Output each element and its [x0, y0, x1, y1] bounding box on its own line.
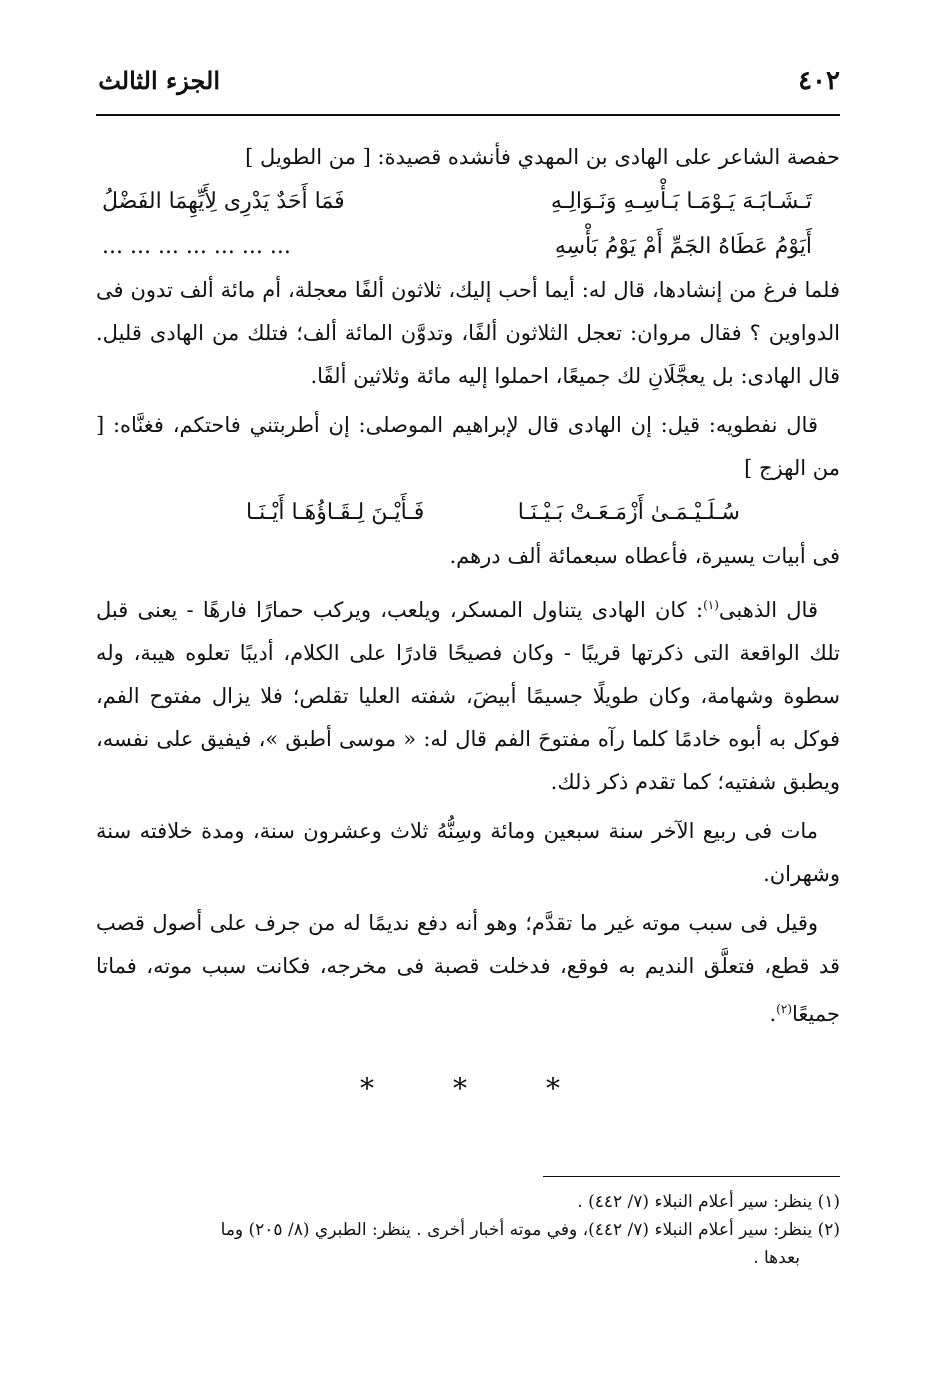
paragraph: فى أبيات يسيرة، فأعطاه سبعمائة ألف درهم.: [449, 544, 840, 568]
main-text: [96, 136, 840, 1036]
footnote-continuation: بعدها .: [753, 1248, 800, 1268]
verse-hemistich-right: أَيَوْمُ عَطَاهُ الجَمِّ أَمْ يَوْمُ بَأْسِهِ: [554, 234, 812, 259]
paragraph-intro: حفصة الشاعر على الهادى بن المهدي فأنشده قصيدة: [ من الطويل ]: [245, 145, 840, 169]
footnote-rule: [543, 1176, 840, 1177]
section-separator: [360, 1072, 560, 1105]
separator-star: *: [360, 1072, 374, 1105]
header-rule: [96, 114, 840, 116]
page-number: ٤٠٢: [798, 66, 840, 96]
verse-line: [96, 179, 840, 224]
verse-line: [96, 490, 840, 535]
separator-star: *: [546, 1072, 560, 1105]
footnotes: [96, 1188, 840, 1272]
paragraph-text: وقيل فى سبب موته غير ما تقدَّم؛ وهو أنه دفع نديمًا له من جرف على أصول قصب قد قطع، فتعلَّق النديم به فوقع، فدخلت قصبة فى مخرجه، فكانت سبب موته، فماتا جميعًا: [96, 911, 840, 1026]
verse-hemistich-right: سُـلَـيْـمَـىٰ أَزْمَـعَـتْ بَـيْـنَـا: [517, 500, 740, 525]
footnote-ref: (٢): [776, 1002, 792, 1016]
footnote: (١) ينظر: سير أعلام النبلاء (٧/ ٤٤٢) .: [577, 1192, 840, 1212]
paragraph-text: .: [769, 1002, 777, 1026]
verse-hemistich-right: تَـشَـابَـهَ يَـوْمَـا بَـأْسِـهِ وَنَـوَالِـهِ: [550, 189, 812, 214]
verse-hemistich-left: ... ... ... ... ... ... ...: [102, 234, 291, 259]
verse-hemistich-left: فَمَا أَحَدٌ يَدْرِى لِأَيِّهِمَا الفَضْلُ: [102, 189, 345, 214]
separator-star: *: [453, 1072, 467, 1105]
paragraph: مات فى ربيع الآخر سنة سبعين ومائة وسِنُّهُ ثلاث وعشرون سنة، ومدة خلافته سنة وشهران.: [96, 819, 840, 886]
paragraph: [96, 902, 840, 1036]
verse-hemistich-left: فَـأَيْـنَ لِـقَـاؤُهَـا أَيْـنَـا: [246, 500, 425, 525]
verse-line: [96, 224, 840, 269]
footnote: (٢) ينظر: سير أعلام النبلاء (٧/ ٤٤٢)، وفي موته أخبار أخرى . ينظر: الطبري (٨/ ٢٠٥) وما: [220, 1220, 840, 1240]
paragraph-text: : كان الهادى يتناول المسكر، ويلعب، ويركب حمارًا فارهًا - يعنى قبل تلك الواقعة التى ذكرتها قريبًا - وكان فصيحًا قادرًا على الكلام، أديبًا تعلوه هيبة، وله سطوة وشهامة، وكان طويلًا جسيمًا أبيضَ، شفته العليا تقلص؛ فلا يزال مفتوح الفم، فوكل به أبوه خادمًا كلما رآه مفتوحَ الفم قال له: « موسى أطبق »، فيفيق على نفسه، ويطبق شفتيه؛ كما تقدم ذكر ذلك.: [96, 598, 840, 794]
running-title: الجزء الثالث: [98, 66, 220, 95]
page-header: [96, 66, 840, 110]
paragraph: قال نفطويه: قيل: إن الهادى قال لإبراهيم الموصلى: إن أطربتني فاحتكم، فغنَّاه: [ من الهزج ]: [96, 413, 840, 480]
paragraph: [96, 584, 840, 804]
paragraph: فلما فرغ من إنشادها، قال له: أيما أحب إليك، ثلاثون ألفًا معجلة، أم مائة ألف تدون فى الدواوين ؟ فقال مروان: تعجل الثلاثون ألفًا، وتدوَّن المائة ألف؛ فتلك من الهادى قليل. قال الهادى: بل يعجَّلَانِ لك جميعًا، احملوا إليه مائة وثلاثين ألفًا.: [96, 278, 840, 388]
paragraph-text: قال الذهبى: [718, 598, 818, 622]
footnote-ref: (١): [703, 598, 719, 612]
